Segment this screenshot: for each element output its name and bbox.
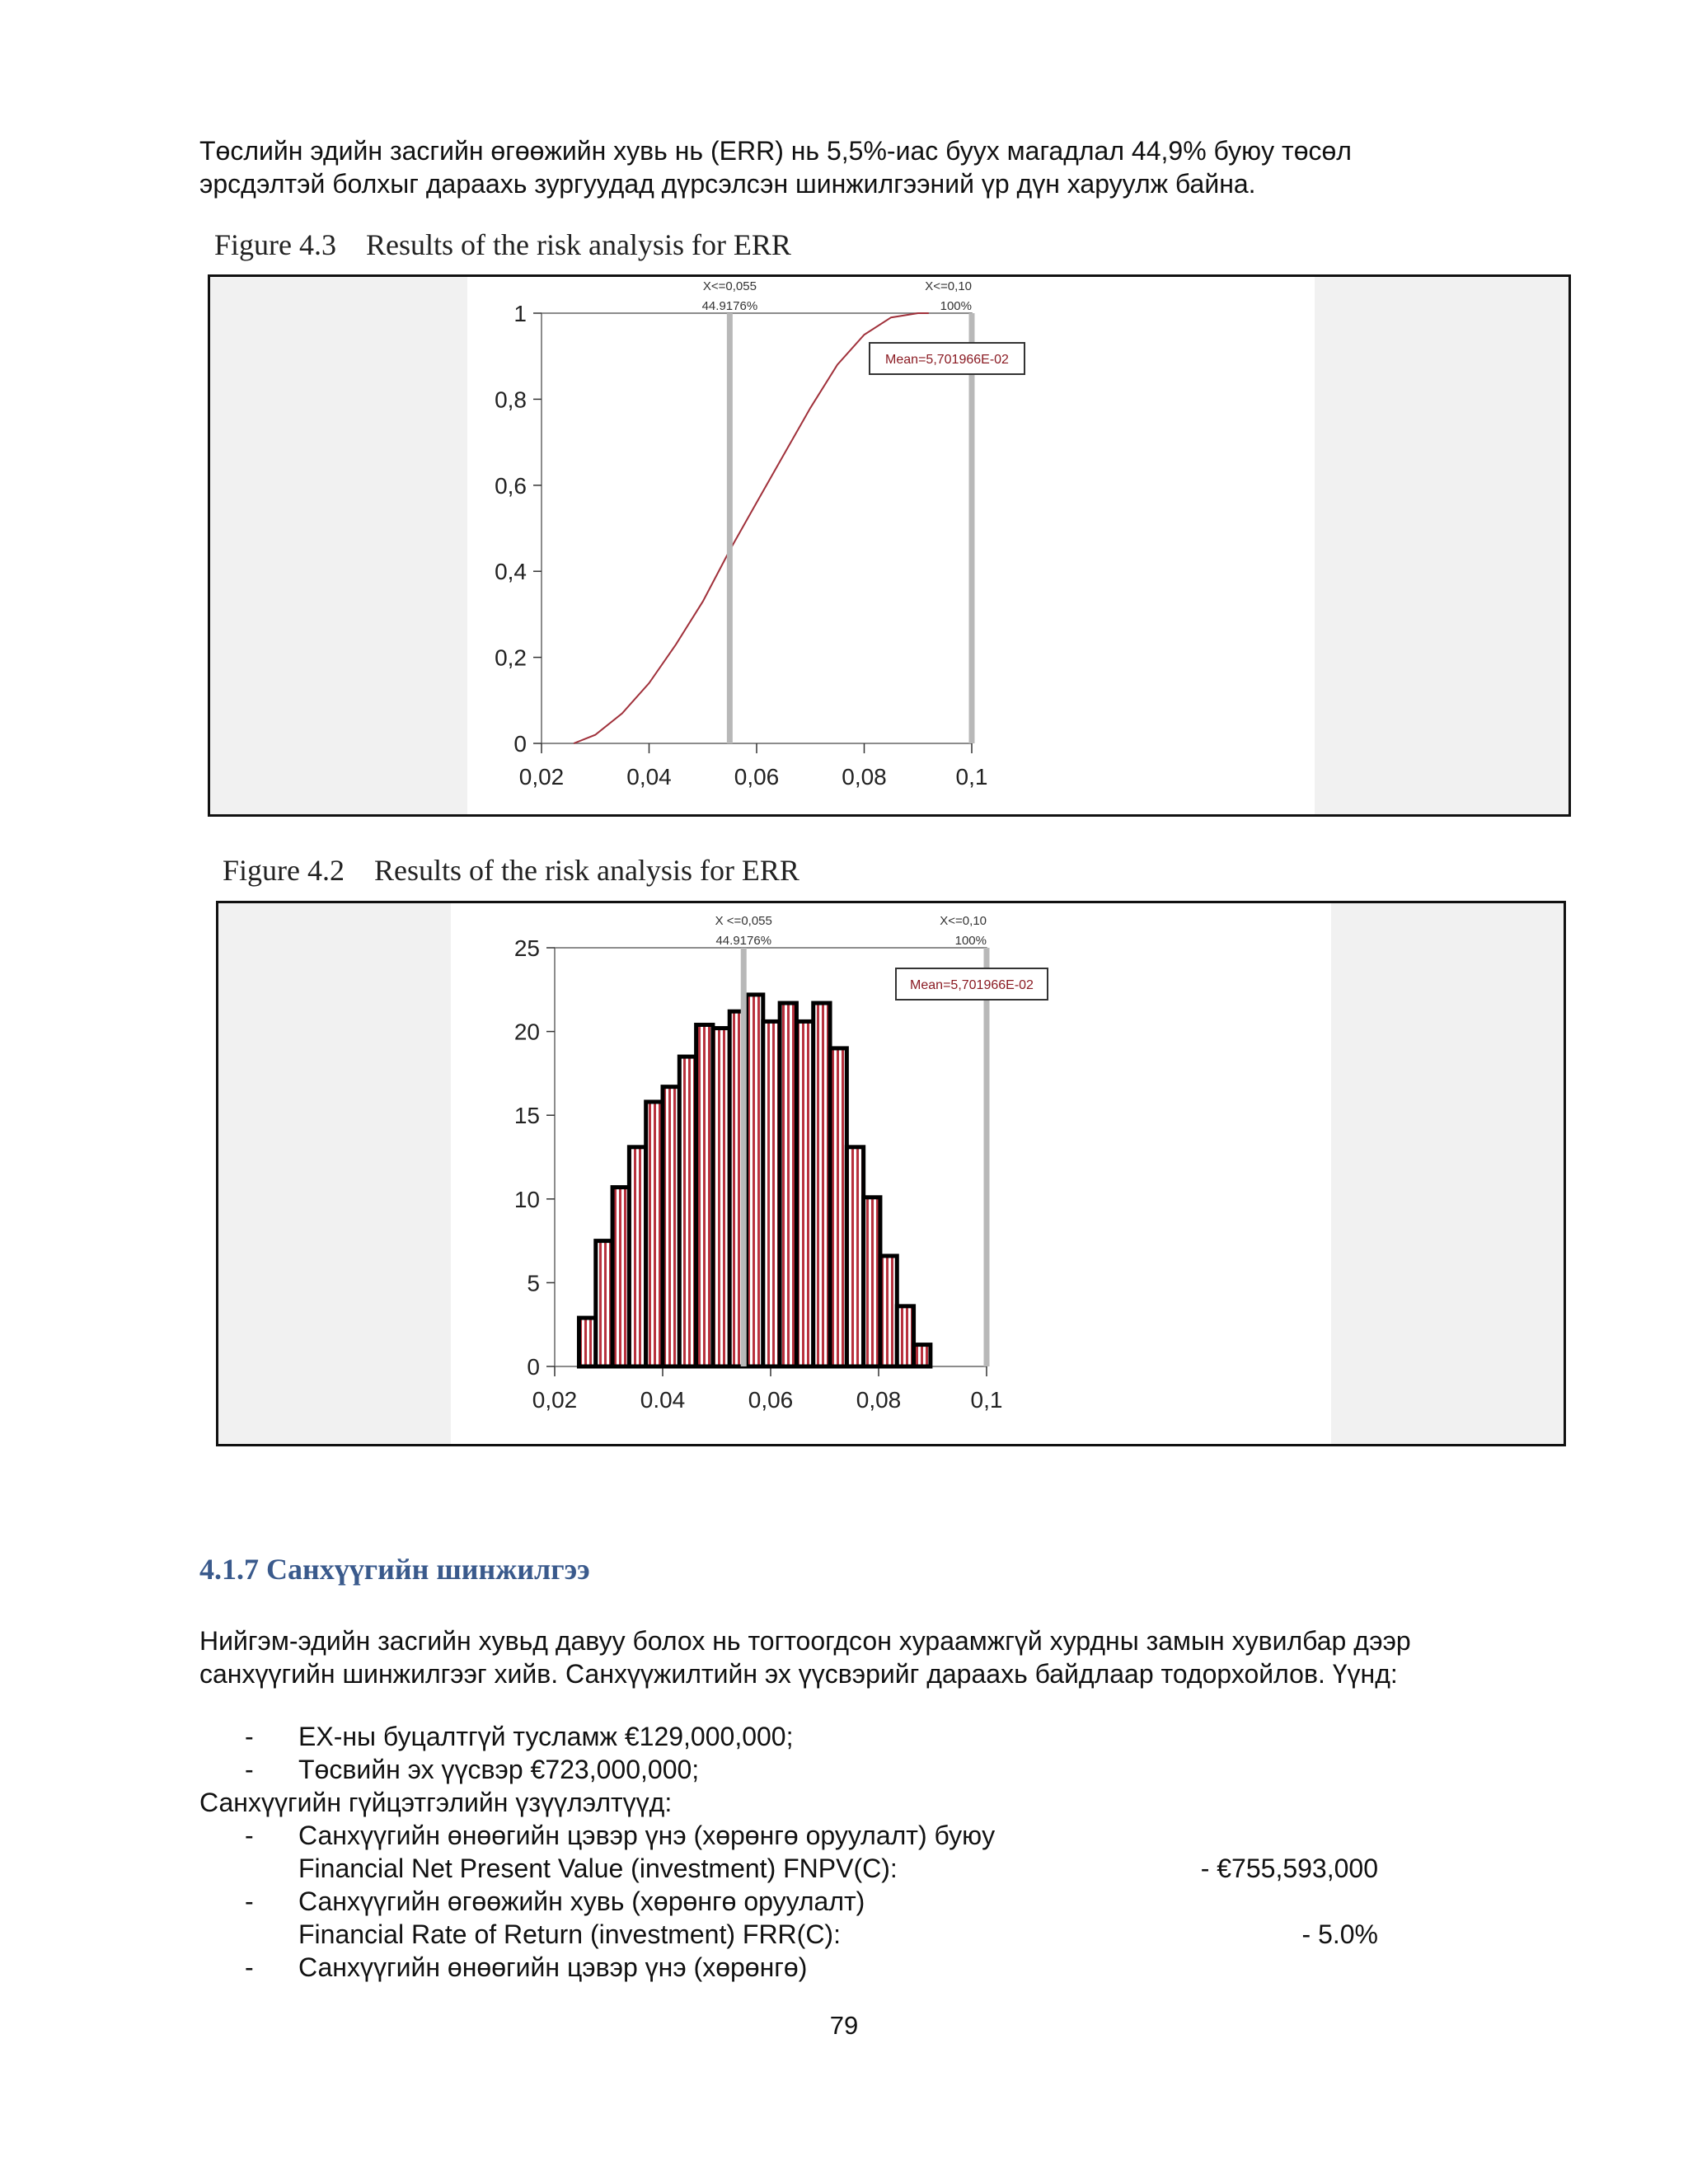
y-tick-label: 0 bbox=[527, 1354, 540, 1380]
funding-list bbox=[199, 1720, 1378, 1984]
y-tick-label: 1 bbox=[513, 301, 527, 326]
indicator-frr-mn: Санхүүгийн өгөөжийн хувь (хөрөнгө оруулалт) bbox=[298, 1886, 865, 1916]
section-paragraph bbox=[199, 1624, 1551, 1690]
histogram-bar bbox=[596, 1241, 612, 1366]
y-tick-label: 25 bbox=[513, 935, 540, 961]
list-item bbox=[199, 1951, 1378, 1984]
bullet-dash: - bbox=[245, 1952, 254, 1982]
figure-2-frame bbox=[216, 901, 1566, 1446]
section-heading: 4.1.7 Санхүүгийн шинжилгээ bbox=[199, 1553, 590, 1586]
histogram-bar bbox=[796, 1021, 813, 1366]
figure-1-frame bbox=[208, 274, 1571, 817]
y-tick-label: 0,4 bbox=[495, 559, 527, 585]
bullet-dash: - bbox=[245, 1821, 254, 1850]
intro-line-2: эрсдэлтэй болхыг дараахь зургуудад дүрсэлсэн шинжилгээний үр дүн харуулж байна. bbox=[199, 169, 1256, 199]
indicator-fnpv-en: Financial Net Present Value (investment) FNPV(C): bbox=[298, 1854, 898, 1883]
funding-budget: Төсвийн эх үүсвэр €723,000,000; bbox=[298, 1755, 700, 1784]
x-tick-label: 0,1 bbox=[970, 1387, 1003, 1413]
indicators-label: Санхүүгийн гүйцэтгэлийн үзүүлэлтүүд: bbox=[199, 1788, 673, 1817]
x-tick-label: 0,02 bbox=[518, 764, 565, 790]
y-tick-label: 20 bbox=[513, 1019, 540, 1045]
page-number: 79 bbox=[829, 2011, 859, 2040]
intro-line-1: Төслийн эдийн засгийн өгөөжийн хувь нь (ERR) нь 5,5%-иас буух магадлал 44,9% буюу төсөл bbox=[199, 136, 1352, 166]
mean-label: Mean=5,701966E-02 bbox=[910, 978, 1034, 992]
histogram-bar bbox=[713, 1029, 729, 1366]
indicator-fnpv-asset-mn: Санхүүгийн өнөөгийн цэвэр үнэ (хөрөнгө) bbox=[298, 1952, 808, 1982]
histogram-bar bbox=[780, 1003, 796, 1366]
funding-eu-grant: ЕХ-ны буцалтгүй тусламж €129,000,000; bbox=[298, 1722, 794, 1751]
bullet-dash: - bbox=[245, 1755, 254, 1784]
histogram-bar bbox=[897, 1306, 913, 1366]
histogram-bar bbox=[830, 1048, 846, 1366]
histogram-bar bbox=[696, 1024, 713, 1366]
marker-label-bottom: 100% bbox=[940, 299, 972, 313]
bullet-dash: - bbox=[245, 1886, 254, 1916]
indicator-frr-en: Financial Rate of Return (investment) FRR(C): bbox=[298, 1919, 841, 1949]
histogram-bar bbox=[914, 1345, 931, 1366]
y-tick-label: 15 bbox=[513, 1103, 540, 1129]
histogram-bar bbox=[663, 1087, 679, 1366]
marker-label-top: X <=0,055 bbox=[715, 914, 772, 928]
marker-label-top: X<=0,10 bbox=[940, 914, 987, 928]
indicator-frr-value: - 5.0% bbox=[1301, 1919, 1378, 1949]
list-item bbox=[199, 1819, 1378, 1885]
histogram-bar bbox=[880, 1256, 897, 1366]
histogram-bar bbox=[864, 1197, 880, 1366]
y-tick-label: 5 bbox=[527, 1270, 540, 1296]
indicator-fnpv-mn: Санхүүгийн өнөөгийн цэвэр үнэ (хөрөнгө оруулалт) буюу bbox=[298, 1821, 996, 1850]
x-tick-label: 0,02 bbox=[532, 1387, 578, 1413]
list-item bbox=[199, 1885, 1378, 1951]
histogram-bar bbox=[679, 1057, 696, 1366]
histogram-bar bbox=[814, 1003, 830, 1366]
figure-2-title: Figure 4.2 Results of the risk analysis for ERR bbox=[223, 854, 799, 887]
list-item bbox=[199, 1753, 1378, 1786]
marker-label-top: X<=0,055 bbox=[702, 279, 757, 293]
histogram-bar bbox=[747, 995, 763, 1366]
marker-label-top: X<=0,10 bbox=[925, 279, 972, 293]
histogram-bar bbox=[846, 1147, 863, 1366]
histogram-bar bbox=[629, 1147, 645, 1366]
cdf-chart bbox=[467, 277, 1315, 814]
list-item bbox=[199, 1720, 1378, 1753]
histogram-chart bbox=[451, 903, 1331, 1444]
bullet-dash: - bbox=[245, 1722, 254, 1751]
histogram-bar bbox=[646, 1102, 663, 1366]
figure-1-title: Figure 4.3 Results of the risk analysis for ERR bbox=[214, 228, 791, 261]
marker-label-bottom: 44.9176% bbox=[715, 934, 772, 948]
y-tick-label: 0,8 bbox=[495, 387, 527, 413]
marker-label-bottom: 100% bbox=[954, 934, 987, 948]
histogram-bar bbox=[579, 1318, 595, 1366]
x-tick-label: 0,06 bbox=[734, 764, 780, 790]
y-tick-label: 0,2 bbox=[495, 644, 527, 671]
indicator-fnpv-value: - €755,593,000 bbox=[1200, 1854, 1378, 1883]
mean-label: Mean=5,701966E-02 bbox=[885, 353, 1009, 367]
y-tick-label: 10 bbox=[513, 1186, 540, 1212]
section-line-2: санхүүгийн шинжилгээг хийв. Санхүүжилтийн эх үүсвэрийг дараахь байдлаар тодорхойлов. Үүнд: bbox=[199, 1659, 1398, 1689]
x-tick-label: 0,04 bbox=[626, 764, 672, 790]
x-tick-label: 0,1 bbox=[955, 764, 988, 790]
x-tick-label: 0,08 bbox=[856, 1387, 902, 1413]
x-tick-label: 0.04 bbox=[640, 1387, 686, 1413]
y-tick-label: 0 bbox=[513, 731, 527, 757]
intro-paragraph bbox=[199, 134, 1551, 200]
marker-label-bottom: 44.9176% bbox=[701, 299, 758, 313]
x-tick-label: 0,08 bbox=[842, 764, 887, 790]
histogram-bar bbox=[612, 1188, 629, 1366]
y-tick-label: 0,6 bbox=[495, 472, 527, 499]
section-line-1: Нийгэм-эдийн засгийн хувьд давуу болох нь тогтоогдсон хураамжгүй хурдны замын хувилбар дээр bbox=[199, 1626, 1411, 1656]
histogram-bar bbox=[763, 1021, 780, 1366]
x-tick-label: 0,06 bbox=[748, 1387, 794, 1413]
